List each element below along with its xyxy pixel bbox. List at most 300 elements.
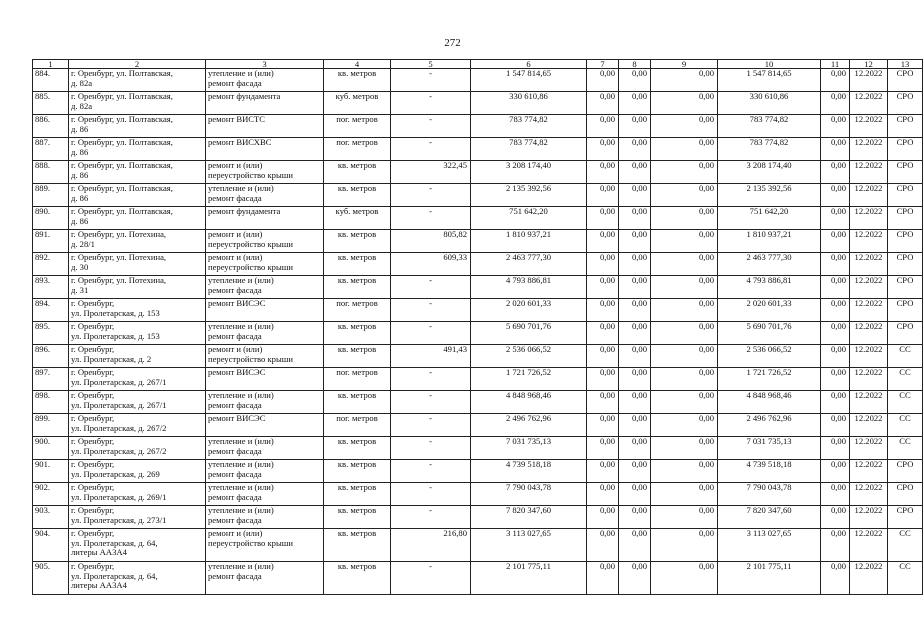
- source-cell: СРО: [888, 161, 923, 184]
- col11-cell: 0,00: [821, 92, 850, 115]
- source-cell: СС: [888, 368, 923, 391]
- date-cell: 12.2022: [850, 115, 888, 138]
- col8-cell: 0,00: [619, 92, 651, 115]
- date-cell: 12.2022: [850, 483, 888, 506]
- unit-cell: кв. метров: [324, 391, 391, 414]
- volume-cell: -: [391, 460, 471, 483]
- date-cell: 12.2022: [850, 230, 888, 253]
- col7-cell: 0,00: [587, 414, 619, 437]
- col9-cell: 0,00: [651, 529, 718, 562]
- col10-cell: 783 774,82: [718, 115, 821, 138]
- address-cell: [69, 529, 206, 562]
- table-row: [33, 345, 923, 368]
- unit-cell: кв. метров: [324, 253, 391, 276]
- table-row: [33, 562, 923, 595]
- source-cell: СРО: [888, 299, 923, 322]
- col11-cell: 0,00: [821, 322, 850, 345]
- address-cell-line: г. Оренбург,: [71, 505, 115, 515]
- unit-cell: куб. метров: [324, 207, 391, 230]
- address-cell: [69, 207, 206, 230]
- col10-cell: 4 848 968,46: [718, 391, 821, 414]
- address-cell-line: ул. Пролетарская, д. 273/1: [71, 514, 167, 525]
- work-type-cell-line: ремонт и (или): [208, 160, 263, 170]
- col11-cell: 0,00: [821, 368, 850, 391]
- col7-cell: 0,00: [587, 253, 619, 276]
- row-number: 902.: [33, 483, 69, 506]
- cost-cell: 2 101 775,11: [471, 562, 587, 595]
- col10-cell: 1 810 937,21: [718, 230, 821, 253]
- work-type-cell-line: утепление и (или): [208, 183, 274, 193]
- col9-cell: 0,00: [651, 253, 718, 276]
- col11-cell: 0,00: [821, 529, 850, 562]
- address-cell-line: г. Оренбург,: [71, 321, 115, 331]
- volume-cell: 322,45: [391, 161, 471, 184]
- work-type-cell-line: ремонт фасада: [208, 468, 262, 479]
- work-type-cell: [206, 115, 324, 138]
- address-cell: [69, 230, 206, 253]
- address-cell-line: д. 82а: [71, 77, 93, 88]
- col8-cell: 0,00: [619, 506, 651, 529]
- work-type-cell: [206, 368, 324, 391]
- col8-cell: 0,00: [619, 414, 651, 437]
- unit-cell: кв. метров: [324, 69, 391, 92]
- address-cell: [69, 368, 206, 391]
- unit-cell: кв. метров: [324, 506, 391, 529]
- address-cell-line: г. Оренбург,: [71, 436, 115, 446]
- volume-cell: -: [391, 562, 471, 595]
- address-cell: [69, 92, 206, 115]
- column-number-8: 8: [619, 60, 651, 69]
- col7-cell: 0,00: [587, 322, 619, 345]
- volume-cell: -: [391, 322, 471, 345]
- col7-cell: 0,00: [587, 345, 619, 368]
- col9-cell: 0,00: [651, 460, 718, 483]
- unit-cell: кв. метров: [324, 562, 391, 595]
- table-row: [33, 299, 923, 322]
- date-cell: 12.2022: [850, 345, 888, 368]
- address-cell: [69, 276, 206, 299]
- volume-cell: -: [391, 115, 471, 138]
- col10-cell: 4 739 518,18: [718, 460, 821, 483]
- cost-cell: 2 536 066,52: [471, 345, 587, 368]
- cost-cell: 751 642,20: [471, 207, 587, 230]
- date-cell: 12.2022: [850, 562, 888, 595]
- address-cell-line: г. Оренбург, ул. Полтавская,: [71, 68, 173, 78]
- cost-cell: 2 463 777,30: [471, 253, 587, 276]
- work-type-cell: [206, 322, 324, 345]
- date-cell: 12.2022: [850, 368, 888, 391]
- col7-cell: 0,00: [587, 460, 619, 483]
- column-number-12: 12: [850, 60, 888, 69]
- work-type-cell-line: утепление и (или): [208, 561, 274, 571]
- col10-cell: 2 496 762,96: [718, 414, 821, 437]
- col11-cell: 0,00: [821, 391, 850, 414]
- table-row: [33, 184, 923, 207]
- col10-cell: 3 113 027,65: [718, 529, 821, 562]
- col8-cell: 0,00: [619, 299, 651, 322]
- unit-cell: кв. метров: [324, 161, 391, 184]
- col7-cell: 0,00: [587, 562, 619, 595]
- cost-cell: 3 208 174,40: [471, 161, 587, 184]
- table-row: [33, 460, 923, 483]
- col11-cell: 0,00: [821, 345, 850, 368]
- source-cell: СРО: [888, 322, 923, 345]
- date-cell: 12.2022: [850, 276, 888, 299]
- table-row: [33, 437, 923, 460]
- source-cell: СС: [888, 529, 923, 562]
- col8-cell: 0,00: [619, 460, 651, 483]
- col11-cell: 0,00: [821, 184, 850, 207]
- date-cell: 12.2022: [850, 299, 888, 322]
- table-row: [33, 368, 923, 391]
- col9-cell: 0,00: [651, 562, 718, 595]
- col11-cell: 0,00: [821, 414, 850, 437]
- volume-cell: -: [391, 276, 471, 299]
- col9-cell: 0,00: [651, 322, 718, 345]
- col10-cell: 5 690 701,76: [718, 322, 821, 345]
- address-cell-line: ул. Пролетарская, д. 269: [71, 468, 160, 479]
- col10-cell: 7 820 347,60: [718, 506, 821, 529]
- col7-cell: 0,00: [587, 368, 619, 391]
- address-cell-line: д. 31: [71, 284, 89, 295]
- col9-cell: 0,00: [651, 92, 718, 115]
- unit-cell: пог. метров: [324, 368, 391, 391]
- work-type-cell-line: переустройство крыши: [208, 537, 293, 548]
- col9-cell: 0,00: [651, 207, 718, 230]
- cost-cell: 2 135 392,56: [471, 184, 587, 207]
- row-number: 890.: [33, 207, 69, 230]
- row-number: 901.: [33, 460, 69, 483]
- unit-cell: пог. метров: [324, 138, 391, 161]
- col8-cell: 0,00: [619, 207, 651, 230]
- work-type-cell: [206, 276, 324, 299]
- table-row: [33, 414, 923, 437]
- col7-cell: 0,00: [587, 391, 619, 414]
- work-type-cell-line: переустройство крыши: [208, 261, 293, 272]
- work-type-cell-line: утепление и (или): [208, 68, 274, 78]
- column-number-6: 6: [471, 60, 587, 69]
- address-cell: [69, 414, 206, 437]
- address-cell-line: г. Оренбург, ул. Полтавская,: [71, 91, 173, 101]
- work-type-cell: [206, 138, 324, 161]
- volume-cell: 491,43: [391, 345, 471, 368]
- address-cell-line: ул. Пролетарская, д. 2: [71, 353, 152, 364]
- table-row: [33, 138, 923, 161]
- work-type-cell: [206, 529, 324, 562]
- date-cell: 12.2022: [850, 184, 888, 207]
- volume-cell: -: [391, 299, 471, 322]
- col10-cell: 7 031 735,13: [718, 437, 821, 460]
- source-cell: СС: [888, 414, 923, 437]
- cost-cell: 783 774,82: [471, 138, 587, 161]
- row-number: 885.: [33, 92, 69, 115]
- cost-cell: 1 547 814,65: [471, 69, 587, 92]
- source-cell: СРО: [888, 115, 923, 138]
- work-type-cell-line: утепление и (или): [208, 390, 274, 400]
- cost-cell: 5 690 701,76: [471, 322, 587, 345]
- column-number-11: 11: [821, 60, 850, 69]
- table-row: [33, 69, 923, 92]
- col9-cell: 0,00: [651, 437, 718, 460]
- cost-cell: 2 496 762,96: [471, 414, 587, 437]
- cost-cell: 330 610,86: [471, 92, 587, 115]
- col11-cell: 0,00: [821, 69, 850, 92]
- table-row: [33, 322, 923, 345]
- column-number-9: 9: [651, 60, 718, 69]
- address-cell-line: г. Оренбург, ул. Полтавская,: [71, 183, 173, 193]
- col11-cell: 0,00: [821, 207, 850, 230]
- col10-cell: 2 101 775,11: [718, 562, 821, 595]
- col9-cell: 0,00: [651, 184, 718, 207]
- col7-cell: 0,00: [587, 276, 619, 299]
- row-number: 887.: [33, 138, 69, 161]
- row-number: 895.: [33, 322, 69, 345]
- address-cell-line: литеры АА3А4: [71, 547, 127, 558]
- address-cell: [69, 69, 206, 92]
- unit-cell: куб. метров: [324, 92, 391, 115]
- address-cell-line: д. 86: [71, 169, 89, 180]
- col9-cell: 0,00: [651, 299, 718, 322]
- row-number: 905.: [33, 562, 69, 595]
- address-cell-line: ул. Пролетарская, д. 269/1: [71, 491, 167, 502]
- work-type-cell-line: ремонт ВИСТС: [208, 114, 266, 124]
- col10-cell: 330 610,86: [718, 92, 821, 115]
- work-type-cell-line: переустройство крыши: [208, 353, 293, 364]
- col7-cell: 0,00: [587, 92, 619, 115]
- col8-cell: 0,00: [619, 161, 651, 184]
- col11-cell: 0,00: [821, 230, 850, 253]
- address-cell-line: ул. Пролетарская, д. 64,: [71, 537, 158, 548]
- col10-cell: 2 463 777,30: [718, 253, 821, 276]
- date-cell: 12.2022: [850, 207, 888, 230]
- column-number-5: 5: [391, 60, 471, 69]
- col9-cell: 0,00: [651, 345, 718, 368]
- cost-cell: 2 020 601,33: [471, 299, 587, 322]
- col9-cell: 0,00: [651, 115, 718, 138]
- table-row: [33, 276, 923, 299]
- volume-cell: -: [391, 391, 471, 414]
- address-cell-line: ул. Пролетарская, д. 267/1: [71, 399, 167, 410]
- volume-cell: 805,82: [391, 230, 471, 253]
- date-cell: 12.2022: [850, 506, 888, 529]
- col7-cell: 0,00: [587, 483, 619, 506]
- work-type-cell-line: ремонт фундамента: [208, 91, 281, 101]
- volume-cell: -: [391, 414, 471, 437]
- work-type-cell: [206, 253, 324, 276]
- cost-cell: 7 820 347,60: [471, 506, 587, 529]
- address-cell-line: г. Оренбург,: [71, 459, 115, 469]
- row-number: 893.: [33, 276, 69, 299]
- col11-cell: 0,00: [821, 460, 850, 483]
- volume-cell: -: [391, 437, 471, 460]
- row-number: 903.: [33, 506, 69, 529]
- table-row: [33, 506, 923, 529]
- volume-cell: -: [391, 138, 471, 161]
- table-row: [33, 230, 923, 253]
- col9-cell: 0,00: [651, 414, 718, 437]
- col8-cell: 0,00: [619, 368, 651, 391]
- col8-cell: 0,00: [619, 115, 651, 138]
- col10-cell: 751 642,20: [718, 207, 821, 230]
- address-cell-line: ул. Пролетарская, д. 153: [71, 330, 160, 341]
- col10-cell: 1 547 814,65: [718, 69, 821, 92]
- volume-cell: -: [391, 483, 471, 506]
- table-row: [33, 92, 923, 115]
- row-number: 904.: [33, 529, 69, 562]
- table-row: [33, 483, 923, 506]
- volume-cell: -: [391, 207, 471, 230]
- row-number: 896.: [33, 345, 69, 368]
- address-cell: [69, 253, 206, 276]
- col8-cell: 0,00: [619, 322, 651, 345]
- address-cell-line: литеры АА3А4: [71, 580, 127, 591]
- cost-cell: 4 848 968,46: [471, 391, 587, 414]
- work-type-cell-line: переустройство крыши: [208, 238, 293, 249]
- table-row: [33, 529, 923, 562]
- address-cell-line: ул. Пролетарская, д. 153: [71, 307, 160, 318]
- address-cell: [69, 138, 206, 161]
- col8-cell: 0,00: [619, 69, 651, 92]
- unit-cell: кв. метров: [324, 483, 391, 506]
- col8-cell: 0,00: [619, 230, 651, 253]
- address-cell-line: г. Оренбург,: [71, 344, 115, 354]
- col11-cell: 0,00: [821, 562, 850, 595]
- source-cell: СС: [888, 345, 923, 368]
- unit-cell: пог. метров: [324, 414, 391, 437]
- source-cell: СРО: [888, 69, 923, 92]
- col7-cell: 0,00: [587, 69, 619, 92]
- work-type-cell: [206, 345, 324, 368]
- unit-cell: кв. метров: [324, 230, 391, 253]
- col10-cell: 1 721 726,52: [718, 368, 821, 391]
- col11-cell: 0,00: [821, 161, 850, 184]
- col8-cell: 0,00: [619, 562, 651, 595]
- work-type-cell: [206, 69, 324, 92]
- unit-cell: пог. метров: [324, 115, 391, 138]
- date-cell: 12.2022: [850, 138, 888, 161]
- address-cell-line: ул. Пролетарская, д. 267/2: [71, 445, 167, 456]
- col8-cell: 0,00: [619, 391, 651, 414]
- work-type-cell-line: ремонт и (или): [208, 344, 263, 354]
- address-cell-line: г. Оренбург,: [71, 298, 115, 308]
- col10-cell: 2 135 392,56: [718, 184, 821, 207]
- col11-cell: 0,00: [821, 437, 850, 460]
- address-cell: [69, 437, 206, 460]
- address-cell-line: г. Оренбург,: [71, 482, 115, 492]
- work-type-cell: [206, 299, 324, 322]
- volume-cell: -: [391, 69, 471, 92]
- date-cell: 12.2022: [850, 253, 888, 276]
- col8-cell: 0,00: [619, 483, 651, 506]
- col8-cell: 0,00: [619, 529, 651, 562]
- registry-table: [32, 59, 923, 595]
- work-type-cell-line: утепление и (или): [208, 436, 274, 446]
- source-cell: СРО: [888, 92, 923, 115]
- cost-cell: 1 810 937,21: [471, 230, 587, 253]
- table-row: [33, 253, 923, 276]
- work-type-cell-line: ремонт фасада: [208, 445, 262, 456]
- table-row: [33, 115, 923, 138]
- work-type-cell-line: ремонт ВИСЭС: [208, 298, 266, 308]
- col7-cell: 0,00: [587, 138, 619, 161]
- work-type-cell: [206, 391, 324, 414]
- date-cell: 12.2022: [850, 92, 888, 115]
- address-cell-line: д. 86: [71, 192, 89, 203]
- work-type-cell-line: ремонт ВИСЭС: [208, 413, 266, 423]
- unit-cell: кв. метров: [324, 437, 391, 460]
- source-cell: СРО: [888, 138, 923, 161]
- address-cell-line: г. Оренбург,: [71, 390, 115, 400]
- col10-cell: 4 793 886,81: [718, 276, 821, 299]
- address-cell-line: ул. Пролетарская, д. 267/2: [71, 422, 167, 433]
- address-cell-line: г. Оренбург, ул. Потехина,: [71, 275, 167, 285]
- address-cell: [69, 184, 206, 207]
- source-cell: СС: [888, 391, 923, 414]
- col9-cell: 0,00: [651, 506, 718, 529]
- address-cell-line: д. 28/1: [71, 238, 95, 249]
- volume-cell: 609,33: [391, 253, 471, 276]
- work-type-cell-line: ремонт фасада: [208, 77, 262, 88]
- col10-cell: 7 790 043,78: [718, 483, 821, 506]
- address-cell: [69, 562, 206, 595]
- cost-cell: 4 739 518,18: [471, 460, 587, 483]
- source-cell: СРО: [888, 207, 923, 230]
- work-type-cell-line: ремонт и (или): [208, 252, 263, 262]
- work-type-cell-line: переустройство крыши: [208, 169, 293, 180]
- address-cell-line: д. 82а: [71, 100, 93, 111]
- row-number: 900.: [33, 437, 69, 460]
- work-type-cell-line: утепление и (или): [208, 275, 274, 285]
- work-type-cell: [206, 230, 324, 253]
- row-number: 898.: [33, 391, 69, 414]
- volume-cell: -: [391, 506, 471, 529]
- cost-cell: 3 113 027,65: [471, 529, 587, 562]
- address-cell-line: г. Оренбург, ул. Полтавская,: [71, 137, 173, 147]
- date-cell: 12.2022: [850, 161, 888, 184]
- source-cell: СРО: [888, 460, 923, 483]
- address-cell: [69, 345, 206, 368]
- source-cell: СРО: [888, 184, 923, 207]
- column-number-2: 2: [69, 60, 206, 69]
- address-cell: [69, 506, 206, 529]
- row-number: 886.: [33, 115, 69, 138]
- col7-cell: 0,00: [587, 299, 619, 322]
- date-cell: 12.2022: [850, 437, 888, 460]
- source-cell: СРО: [888, 253, 923, 276]
- table-row: [33, 161, 923, 184]
- table-body: [33, 69, 923, 595]
- unit-cell: кв. метров: [324, 276, 391, 299]
- row-number: 894.: [33, 299, 69, 322]
- table-row: [33, 391, 923, 414]
- col9-cell: 0,00: [651, 391, 718, 414]
- work-type-cell-line: ремонт и (или): [208, 528, 263, 538]
- row-number: 892.: [33, 253, 69, 276]
- column-number-7: 7: [587, 60, 619, 69]
- row-number: 891.: [33, 230, 69, 253]
- table-row: [33, 207, 923, 230]
- col7-cell: 0,00: [587, 230, 619, 253]
- work-type-cell: [206, 161, 324, 184]
- row-number: 888.: [33, 161, 69, 184]
- col7-cell: 0,00: [587, 207, 619, 230]
- address-cell-line: д. 86: [71, 146, 89, 157]
- address-cell-line: г. Оренбург,: [71, 561, 115, 571]
- work-type-cell-line: ремонт фасада: [208, 192, 262, 203]
- col7-cell: 0,00: [587, 506, 619, 529]
- col7-cell: 0,00: [587, 184, 619, 207]
- col9-cell: 0,00: [651, 276, 718, 299]
